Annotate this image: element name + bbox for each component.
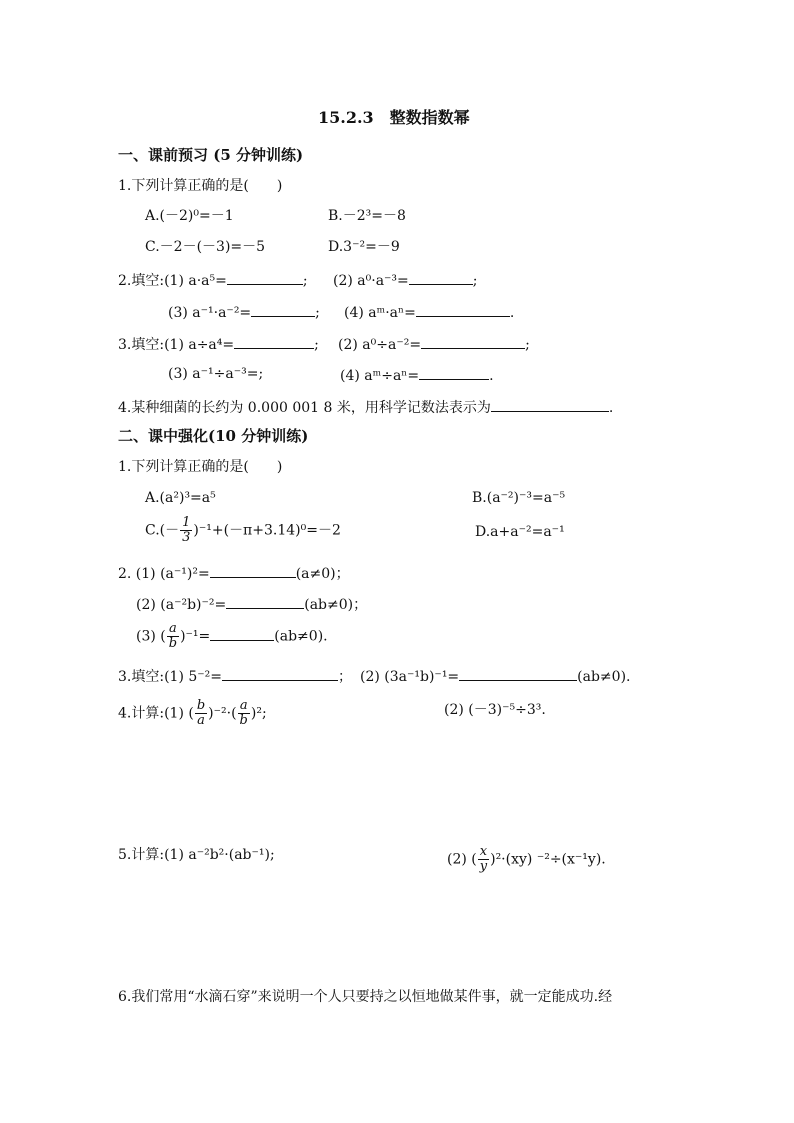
s2-q2-part3	[136, 622, 328, 651]
s1-q2-part3	[168, 301, 320, 323]
fraction	[167, 622, 179, 651]
s2-q2-p1-cond: (a≠0)；	[295, 566, 350, 582]
s2-q1-option-b: B.(a⁻²)⁻³=a⁻⁵	[472, 490, 566, 506]
fraction-numerator: a	[238, 699, 250, 714]
s2-q5-post: )²·(xy) ⁻²÷(x⁻¹y).	[490, 851, 606, 868]
s2-q1-option-c	[145, 516, 341, 545]
s2-q6: 6.我们常用“水滴石穿”来说明一个人只要持之以恒地做某件事，就一定能成功.经	[118, 989, 613, 1005]
fraction	[478, 845, 489, 874]
s1-q2-part4	[344, 301, 514, 323]
s2-q4-mid: )⁻²·(	[208, 705, 237, 722]
s2-q4-post: )²;	[250, 705, 267, 722]
end-mark: .	[489, 368, 494, 384]
end-mark: .	[608, 400, 614, 416]
s2-q2-part2	[136, 593, 367, 615]
s2-q5-pre: (2) (	[447, 851, 477, 868]
fraction-denominator: 3	[182, 530, 191, 545]
s1-q4-text: 4.某种细菌的长约为 0.000 001 8 米，用科学记数法表示为	[118, 400, 491, 416]
separator: ;	[315, 305, 320, 321]
s1-q3-part3: (3) a⁻¹÷a⁻³=;	[168, 366, 264, 382]
answer-blank[interactable]	[234, 333, 314, 349]
s1-q2-p2-label: (2) a⁰·a⁻³=	[333, 273, 409, 289]
answer-blank[interactable]	[210, 562, 296, 578]
s1-q3-label: 3.填空:(1) a÷a⁴=	[118, 337, 235, 353]
s2-q2-p3-mid: )⁻¹=	[180, 628, 211, 645]
s1-q2-p4-label: (4) aᵐ·aⁿ=	[344, 305, 416, 321]
fraction-numerator: 1	[182, 515, 191, 530]
s1-q2-label: 2.填空:(1) a·a⁵=	[118, 273, 227, 289]
section-heading-preview: 一、课前预习 (5 分钟训练)	[118, 146, 304, 164]
answer-blank[interactable]	[416, 301, 510, 317]
fraction	[238, 699, 250, 728]
s1-q2-part1	[118, 269, 308, 291]
s2-q3-part1	[118, 665, 352, 687]
fraction-denominator: b	[239, 713, 248, 728]
s2-q1-option-d: D.a+a⁻²=a⁻¹	[475, 524, 565, 540]
s1-q3-p4-label: (4) aᵐ÷aⁿ=	[340, 368, 420, 384]
s1-q3-part4	[340, 364, 494, 386]
s2-q3-p2-label: (2) (3a⁻¹b)⁻¹=	[360, 669, 460, 685]
s2-q2-p2-label: (2) (a⁻²b)⁻²=	[136, 597, 227, 613]
fraction-numerator: b	[196, 698, 206, 713]
s1-q1-option-c: C.－2－(－3)=－5	[145, 239, 266, 255]
s1-q3-p2-label: (2) a⁰÷a⁻²=	[338, 337, 422, 353]
s2-q1-c-prefix: C.(－	[145, 522, 180, 539]
separator: ;	[472, 273, 478, 289]
s1-q3-part2	[338, 333, 530, 355]
fraction-numerator: a	[167, 622, 179, 637]
answer-blank[interactable]	[210, 625, 274, 641]
page-title: 15.2.3 整数指数幂	[318, 108, 470, 127]
section-heading-practice: 二、课中强化(10 分钟训练)	[118, 427, 309, 445]
answer-blank[interactable]	[409, 269, 473, 285]
answer-blank[interactable]	[227, 269, 303, 285]
separator: ;	[302, 273, 308, 289]
s2-q5-part2	[447, 845, 606, 874]
s2-q1-c-suffix: )⁻¹+(－π+3.14)⁰=－2	[193, 522, 341, 539]
answer-blank[interactable]	[459, 665, 577, 681]
end-mark: .	[509, 305, 515, 321]
s1-q4	[118, 396, 613, 418]
s1-q3-part1	[118, 333, 319, 355]
s1-q1-option-d: D.3⁻²=－9	[328, 239, 400, 255]
s2-q2-p3-cond: (ab≠0).	[274, 628, 328, 645]
answer-blank[interactable]	[251, 301, 315, 317]
s2-q3-p1-label: 3.填空:(1) 5⁻²=	[118, 669, 222, 685]
s2-q4-part2: (2) (－3)⁻⁵÷3³.	[444, 702, 546, 718]
separator: ；	[338, 669, 352, 685]
s1-q1-option-b: B.－2³=－8	[328, 208, 406, 224]
fraction-denominator: y	[479, 859, 488, 874]
s1-q2-p3-label: (3) a⁻¹·a⁻²=	[168, 305, 252, 321]
fraction	[195, 699, 207, 728]
fraction	[180, 516, 192, 545]
fraction-denominator: a	[197, 713, 205, 728]
separator: ;	[314, 337, 319, 353]
s2-q2-p2-cond: (ab≠0)；	[304, 597, 368, 613]
s2-q2-part1	[118, 562, 350, 584]
s2-q3-part2	[360, 665, 630, 687]
s1-q1-option-a: A.(－2)⁰=－1	[145, 208, 234, 224]
answer-blank[interactable]	[421, 333, 525, 349]
s2-q1-stem: 1.下列计算正确的是( )	[118, 459, 283, 475]
answer-blank[interactable]	[419, 364, 489, 380]
fraction-numerator: x	[478, 845, 489, 860]
answer-blank[interactable]	[222, 665, 338, 681]
s2-q2-p1-label: 2. (1) (a⁻¹)²=	[118, 566, 210, 582]
answer-blank[interactable]	[226, 593, 304, 609]
answer-blank[interactable]	[491, 396, 609, 412]
s2-q4-pre: 4.计算:(1) (	[118, 705, 194, 722]
s2-q5-part1: 5.计算:(1) a⁻²b²·(ab⁻¹);	[118, 847, 275, 863]
separator: ;	[525, 337, 530, 353]
s2-q2-p3-pre: (3) (	[136, 628, 166, 645]
s1-q2-part2	[333, 269, 478, 291]
s2-q3-p2-cond: (ab≠0).	[577, 669, 631, 685]
s2-q1-option-a: A.(a²)³=a⁵	[145, 490, 216, 506]
fraction-denominator: b	[168, 636, 178, 651]
s1-q1-stem: 1.下列计算正确的是( )	[118, 178, 283, 194]
s2-q4-part1	[118, 699, 267, 728]
